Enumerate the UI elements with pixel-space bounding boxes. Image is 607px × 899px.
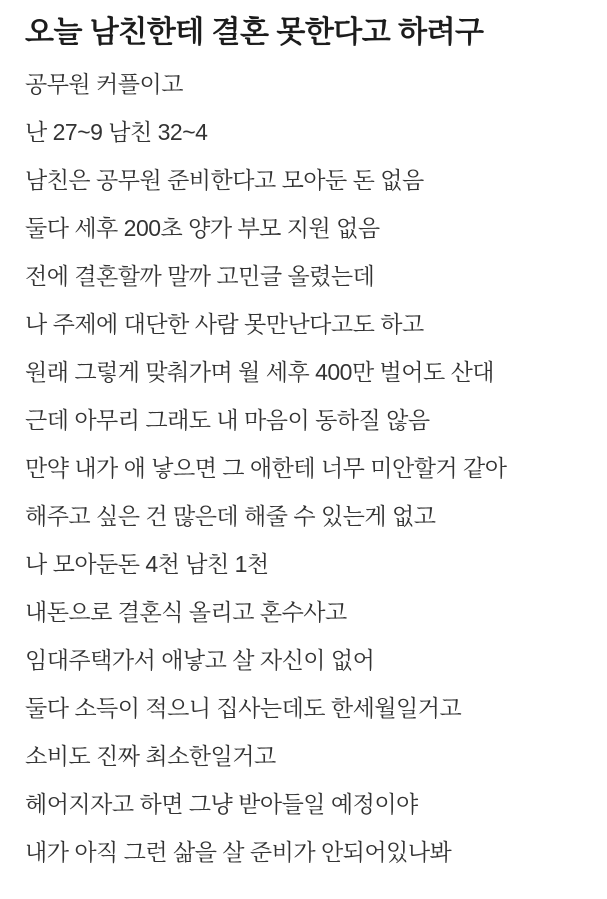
post-body-line: 나 모아둔돈 4천 남친 1천 (25, 551, 269, 577)
post-body-line: 둘다 세후 200초 양가 부모 지원 없음 (25, 215, 380, 241)
post-title: 오늘 남친한테 결혼 못한다고 하려구 (25, 16, 484, 49)
post-body-line: 공무원 커플이고 (25, 71, 183, 97)
post-body-line: 근데 아무리 그래도 내 마음이 동하질 않음 (25, 407, 430, 433)
post-body-line: 소비도 진짜 최소한일거고 (25, 743, 276, 769)
post-body (25, 60, 587, 876)
post-body-line: 원래 그렇게 맞춰가며 월 세후 400만 벌어도 산대 (25, 359, 495, 385)
post-body-line: 해주고 싶은 건 많은데 해줄 수 있는게 없고 (25, 503, 436, 529)
post-body-line: 헤어지자고 하면 그냥 받아들일 예정이야 (25, 791, 418, 817)
post-body-line: 남친은 공무원 준비한다고 모아둔 돈 없음 (25, 167, 424, 193)
post-body-line: 나 주제에 대단한 사람 못만난다고도 하고 (25, 311, 424, 337)
post-body-line: 임대주택가서 애낳고 살 자신이 없어 (25, 647, 375, 673)
post-body-line: 내돈으로 결혼식 올리고 혼수사고 (25, 599, 347, 625)
post-body-line: 둘다 소득이 적으니 집사는데도 한세월일거고 (25, 695, 462, 721)
post-body-line: 내가 아직 그런 삶을 살 준비가 안되어있나봐 (25, 839, 452, 865)
post-body-line: 만약 내가 애 낳으면 그 애한테 너무 미안할거 같아 (25, 455, 507, 481)
post-body-line: 전에 결혼할까 말까 고민글 올렸는데 (25, 263, 375, 289)
post-body-line: 난 27~9 남친 32~4 (25, 119, 208, 145)
